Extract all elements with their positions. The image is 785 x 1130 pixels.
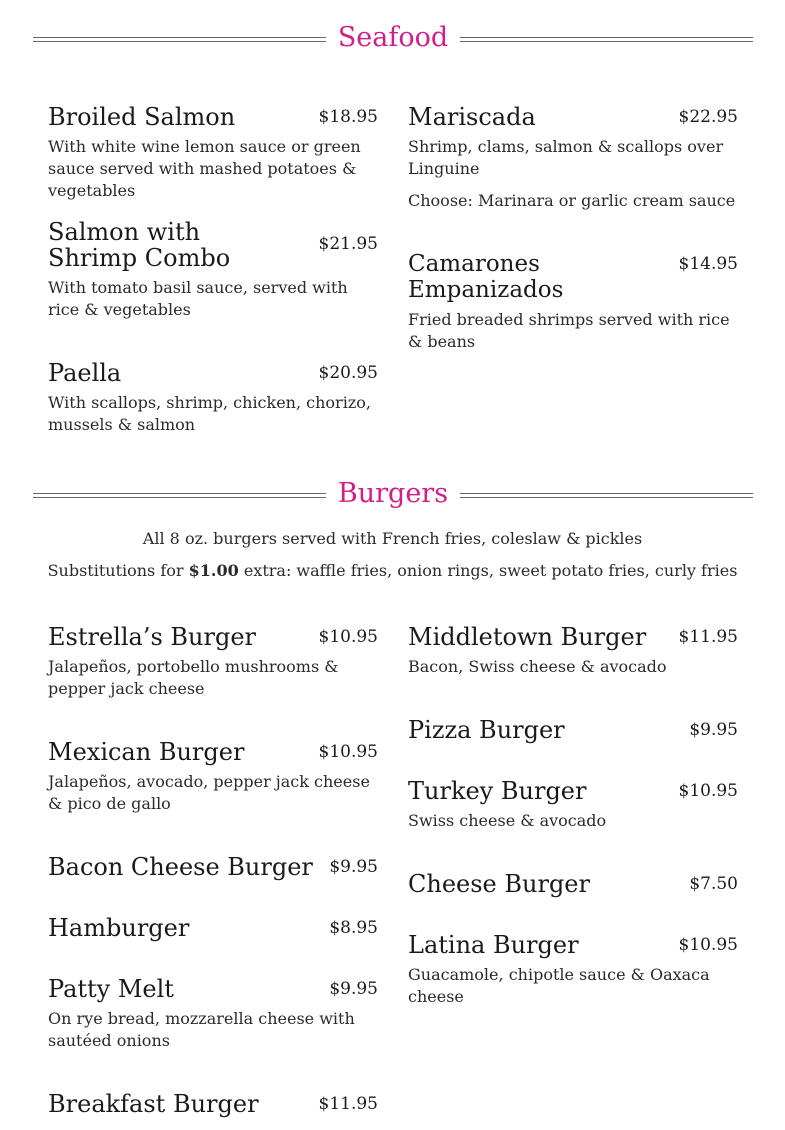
- item-price: $11.95: [318, 1094, 378, 1114]
- item-description: On rye bread, mozzarella cheese with sautéed onions: [48, 1009, 355, 1050]
- item-description: With tomato basil sauce, served with rice & vegetables: [48, 278, 348, 319]
- menu-item: [408, 778, 738, 832]
- menu-item: [408, 871, 738, 897]
- substitution-price: $1.00: [188, 561, 239, 580]
- menu-item: [408, 932, 738, 1008]
- menu-item: [48, 1091, 378, 1117]
- section-title-seafood: Seafood: [33, 20, 753, 56]
- item-name: Camarones Empanizados: [408, 251, 564, 303]
- item-price: $10.95: [678, 781, 738, 801]
- item-name: Middletown Burger: [408, 623, 647, 651]
- menu-item: [48, 219, 378, 321]
- substitutions-note-suffix: extra: waffle fries, onion rings, sweet potato fries, curly fries: [238, 561, 738, 580]
- item-price: $14.95: [678, 254, 738, 274]
- item-description: Bacon, Swiss cheese & avocado: [408, 657, 667, 676]
- item-price: $10.95: [678, 935, 738, 955]
- substitutions-note-prefix: Substitutions for: [47, 561, 189, 580]
- item-name: Latina Burger: [408, 931, 579, 959]
- item-price: $11.95: [678, 627, 738, 647]
- item-description: With white wine lemon sauce or green sauce served with mashed potatoes & vegetables: [48, 137, 361, 200]
- item-price: $18.95: [318, 107, 378, 127]
- menu-item: [408, 624, 738, 678]
- item-name: Hamburger: [48, 914, 190, 942]
- item-name: Salmon with Shrimp Combo: [48, 218, 231, 272]
- item-description: Guacamole, chipotle sauce & Oaxaca cheese: [408, 965, 710, 1006]
- item-description: Shrimp, clams, salmon & scallops over Linguine: [408, 137, 724, 178]
- item-price: $8.95: [329, 918, 378, 938]
- item-price: $9.95: [329, 979, 378, 999]
- item-name: Pizza Burger: [408, 716, 565, 744]
- item-name: Bacon Cheese Burger: [48, 853, 313, 881]
- item-description: Jalapeños, avocado, pepper jack cheese & pico de gallo: [48, 772, 370, 813]
- menu-item: [48, 360, 378, 436]
- item-name: Mariscada: [408, 103, 536, 131]
- menu-item: [408, 717, 738, 743]
- item-name: Estrella’s Burger: [48, 623, 256, 651]
- item-name: Patty Melt: [48, 975, 174, 1003]
- item-description: Fried breaded shrimps served with rice & beans: [408, 310, 730, 351]
- item-price: $7.50: [689, 874, 738, 894]
- section-title-burgers: Burgers: [33, 476, 753, 512]
- item-name: Paella: [48, 359, 122, 387]
- item-price: $10.95: [318, 742, 378, 762]
- item-price: $21.95: [318, 234, 378, 254]
- menu-item: [48, 915, 378, 941]
- item-description: With scallops, shrimp, chicken, chorizo, mussels & salmon: [48, 393, 371, 434]
- item-price: $22.95: [678, 107, 738, 127]
- menu-item: [48, 739, 378, 815]
- item-name: Broiled Salmon: [48, 103, 236, 131]
- menu-item: [408, 251, 738, 353]
- item-price: $9.95: [329, 857, 378, 877]
- menu-item: [48, 624, 378, 700]
- menu-item: [48, 854, 378, 880]
- item-description: Jalapeños, portobello mushrooms & pepper jack cheese: [48, 657, 339, 698]
- substitutions-note: [0, 560, 785, 582]
- item-price: $10.95: [318, 627, 378, 647]
- menu-item: [48, 976, 378, 1052]
- item-price: $20.95: [318, 363, 378, 383]
- menu-item: [408, 104, 738, 212]
- item-name: Turkey Burger: [408, 777, 587, 805]
- item-name: Breakfast Burger: [48, 1090, 259, 1118]
- seafood-section-header: [33, 20, 753, 60]
- burgers-note: All 8 oz. burgers served with French fries, coleslaw & pickles: [142, 529, 643, 548]
- menu-item: [48, 104, 378, 202]
- item-price: $9.95: [689, 720, 738, 740]
- item-name: Mexican Burger: [48, 738, 245, 766]
- item-description: Swiss cheese & avocado: [408, 811, 607, 830]
- burgers-section-header: [33, 476, 753, 516]
- item-description-option: Choose: Marinara or garlic cream sauce: [408, 191, 736, 210]
- item-name: Cheese Burger: [408, 870, 590, 898]
